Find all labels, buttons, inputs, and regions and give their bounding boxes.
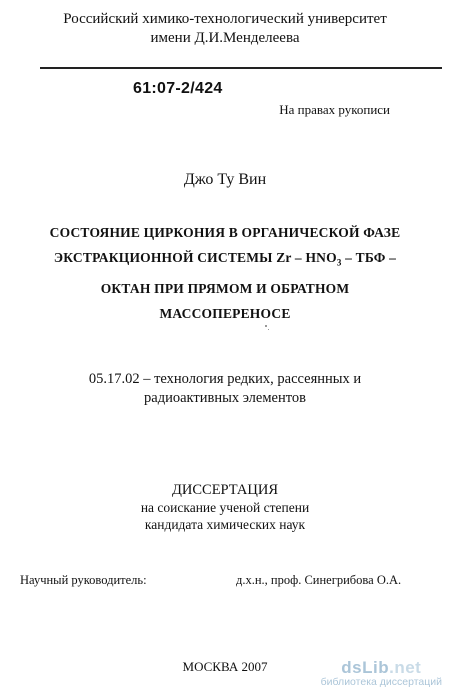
city-year: МОСКВА 2007 — [182, 659, 268, 674]
watermark-logo — [321, 658, 442, 678]
watermark-logo-main: dsLib — [341, 658, 390, 677]
specialty-line-2: радиоактивных элементов — [144, 390, 306, 406]
title-line-2-prefix: ЭКСТРАКЦИОННОЙ СИСТЕМЫ Zr – HNO — [53, 250, 337, 265]
title-line-3: ОКТАН ПРИ ПРЯМОМ И ОБРАТНОМ — [100, 280, 350, 296]
university-name: Российский химико-технологический университет — [63, 11, 387, 27]
catalog-code: 61:07-2/424 — [133, 80, 223, 97]
watermark-tagline: библиотека диссертаций — [320, 676, 442, 688]
scan-speck — [265, 325, 267, 327]
university-namesake: имени Д.И.Менделеева — [150, 30, 300, 46]
title-line-2 — [0, 245, 450, 276]
header-divider — [40, 67, 442, 69]
watermark-logo-accent: .net — [389, 658, 422, 677]
specialty-line-1: 05.17.02 – технология редких, рассеянных и — [88, 371, 362, 387]
title-line-2-suffix: – ТБФ – — [341, 250, 397, 265]
title-line-1: СОСТОЯНИЕ ЦИРКОНИЯ В ОРГАНИЧЕСКОЙ ФАЗЕ — [49, 225, 401, 240]
supervisor-name: д.х.н., проф. Синегрибова О.А. — [236, 573, 402, 587]
degree-block — [0, 482, 450, 533]
scan-speck — [268, 329, 269, 330]
thesis-title — [0, 220, 450, 326]
degree-line-1: на соискание ученой степени — [140, 500, 310, 515]
manuscript-rights: На правах рукописи — [279, 102, 390, 117]
author-name: Джо Ту Вин — [183, 171, 267, 188]
university-header — [0, 10, 450, 48]
title-line-4: МАССОПЕРЕНОСЕ — [159, 305, 291, 321]
thesis-type: ДИССЕРТАЦИЯ — [171, 482, 279, 498]
degree-line-2: кандидата химических наук — [144, 517, 306, 532]
title-subscript: 3 — [336, 257, 342, 268]
specialty — [0, 370, 450, 408]
watermark — [321, 658, 442, 688]
supervisor-label: Научный руководитель: — [20, 573, 147, 587]
